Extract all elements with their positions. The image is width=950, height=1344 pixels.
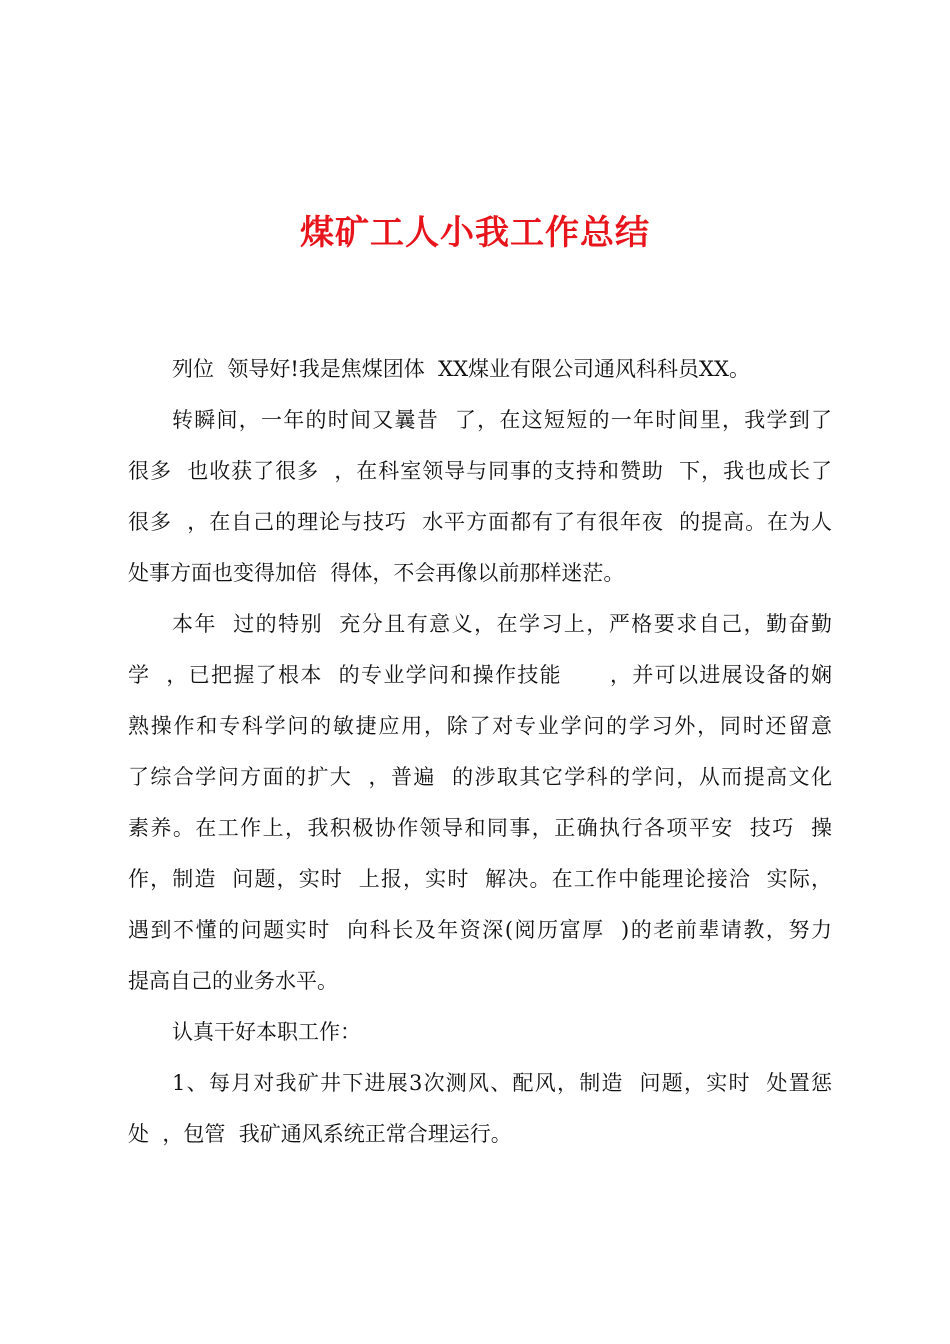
text-line: 很多 ，在自己的理论与技巧 水平方面都有了有很年夜 的提高。在为人 <box>128 510 832 534</box>
text-line: 很多 也收获了很多 ，在科室领导与同事的支持和赞助 下，我也成长了 <box>128 459 832 483</box>
text-line: 作，制造 问题，实时 上报，实时 解决。在工作中能理论接洽 实际， <box>128 867 832 891</box>
text-line: 提高自己的业务水平。 <box>128 969 338 993</box>
text-line: 本年 过的特别 充分且有意义，在学习上，严格要求自己，勤奋勤 <box>172 612 832 636</box>
paragraph-duty-item-1 <box>128 1058 832 1160</box>
text-line: 列位 领导好!我是焦煤团体 XX煤业有限公司通风科科员XX。 <box>172 357 750 381</box>
text-line: 认真干好本职工作： <box>172 1020 361 1044</box>
text-line: 转瞬间，一年的时间又曩昔 了，在这短短的一年时间里，我学到了 <box>172 408 832 432</box>
paragraph-greeting <box>128 344 832 395</box>
text-line: 遇到不懂的问题实时 向科长及年资深(阅历富厚 )的老前辈请教，努力 <box>128 918 832 942</box>
paragraph-year-review <box>128 395 832 599</box>
page-title: 煤矿工人小我工作总结 <box>300 213 650 253</box>
text-line: 1、每月对我矿井下进展3次测风、配风，制造 问题，实时 处置惩 <box>172 1071 832 1095</box>
text-line: 处事方面也变得加倍 得体，不会再像以前那样迷茫。 <box>128 561 625 585</box>
text-line: 了综合学问方面的扩大 ，普遍 的涉取其它学科的学问，从而提高文化 <box>128 765 832 789</box>
text-line: 熟操作和专科学问的敏捷应用，除了对专业学问的学习外，同时还留意 <box>128 714 832 738</box>
text-line: 学 ，已把握了根本 的专业学问和操作技能 ，并可以进展设备的娴 <box>128 663 832 687</box>
text-line: 处 ，包管 我矿通风系统正常合理运行。 <box>128 1122 512 1146</box>
paragraph-duties-heading <box>128 1007 832 1058</box>
document-body <box>128 344 832 1160</box>
text-line: 素养。在工作上，我积极协作领导和同事，正确执行各项平安 技巧 操 <box>128 816 832 840</box>
paragraph-study-work <box>128 599 832 1007</box>
